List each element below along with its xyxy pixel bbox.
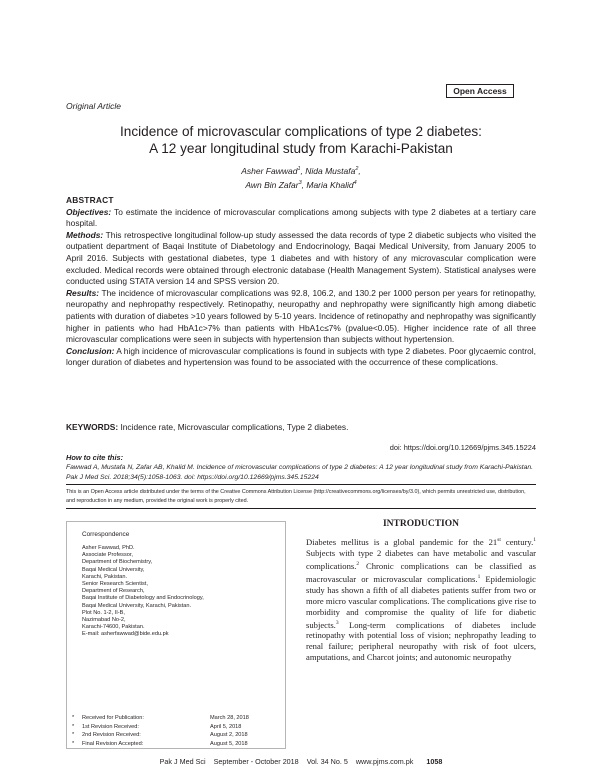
author-affiliation-mark: 2 — [355, 166, 359, 172]
license-text: This is an Open Access article distributed under the terms of the Creative Commons Attribution License (http://creativecommons.org/licenses/by/3.0), which permits unrestricted use, distribution, and reproduction in any medium, provided the original work is properly cited. — [66, 489, 526, 504]
citation-heading: How to cite this: — [66, 453, 124, 462]
correspondence-line: Senior Research Scientist, — [82, 581, 148, 588]
bullet-icon: * — [72, 732, 75, 738]
abstract-heading: ABSTRACT — [66, 195, 114, 205]
author-affiliation-mark: 4 — [353, 179, 357, 186]
page-number: 1058 — [426, 757, 443, 766]
correspondence-line: Karachi, Pakistan. — [82, 573, 128, 580]
date-value: August 5, 2018 — [210, 740, 248, 747]
correspondence-line: Associate Professor, — [82, 552, 133, 559]
correspondence-address — [82, 545, 282, 639]
author-name: Awn Bin Zafar — [245, 179, 299, 190]
footer-issue: September - October 2018 — [213, 757, 299, 766]
open-access-badge: Open Access — [446, 84, 514, 98]
date-label: 1st Revision Received: — [82, 723, 139, 730]
correspondence-line: Department of Biochemistry, — [82, 559, 153, 566]
correspondence-line: Baqai Medical University, Karachi, Pakistan. — [82, 602, 192, 609]
doi-link[interactable]: doi: https://doi.org/10.12669/pjms.345.15224 — [389, 443, 536, 452]
article-type: Original Article — [66, 101, 121, 111]
keywords: KEYWORDS: Incidence rate, Microvascular complications, Type 2 diabetes. — [66, 422, 349, 432]
correspondence-line: Karachi-74600, Pakistan. — [82, 624, 145, 631]
article-title — [66, 123, 536, 157]
date-row — [72, 740, 282, 749]
correspondence-line: Plot No. 1-2, II-B, — [82, 609, 125, 616]
abstract-results: Results: The incidence of microvascular complications was 92.8, 106.2, and 130.2 per 1000 person per years for retinopathy, neuropathy and nephropathy respectively. Retinopathy, neuropathy and nephropathy were significantly high among diabetic patients with duration of diabetes >10 years followed by 5-10 years. Incidence of retinopathy and nephropathy was significantly higher in patients who had HbA1c>7% than patients with HbA1c≤7% (pvalue<0.05). Higher incidence rate of all three microvascular complications were seen in subjects with hypertension than subjects without hypertension. — [66, 287, 536, 345]
correspondence-heading: Correspondence — [82, 531, 130, 538]
date-row — [72, 731, 282, 740]
correspondence-line: E-mail: asherfawwad@bide.edu.pk — [82, 631, 169, 638]
bullet-icon: * — [72, 740, 75, 747]
author-name: Asher Fawwad — [241, 165, 298, 176]
footer-volume: Vol. 34 No. 5 — [306, 757, 348, 766]
correspondence-line: Department of Research, — [82, 588, 145, 595]
abstract-objectives: Objectives: To estimate the incidence of microvascular complications among subjects with type 2 diabetes at a tertiary care hospital. — [66, 206, 536, 229]
title-line-2: A 12 year longitudinal study from Karachi-Pakistan — [149, 141, 453, 156]
author-affiliation-mark: 3 — [298, 179, 302, 186]
bullet-icon: * — [72, 715, 75, 721]
date-label: Final Revision Accepted: — [82, 740, 144, 747]
date-row — [72, 714, 282, 723]
divider — [66, 508, 536, 509]
footer-journal: Pak J Med Sci — [159, 757, 206, 766]
citation-text: Fawwad A, Mustafa N, Zafar AB, Khalid M. Incidence of microvascular complications of type 2 diabetes: A 12 year longitudinal study from Karachi-Pakistan. Pak J Med Sci. 2018;34(5):1058-1063. doi: https://doi.org/10.12669/pjms.345.15224 — [66, 464, 534, 481]
correspondence-line: Asher Fawwad, PhD. — [82, 545, 135, 551]
author-affiliation-mark: 1 — [297, 166, 301, 172]
date-row — [72, 723, 282, 732]
correspondence-line: Nazimabad No-2, — [82, 617, 126, 624]
correspondence-line: Baqai Institute of Diabetology and Endocrinology, — [82, 595, 204, 602]
introduction-heading: INTRODUCTION — [382, 519, 459, 529]
bullet-icon: * — [72, 723, 75, 730]
footer-website[interactable]: www.pjms.com.pk — [355, 757, 414, 766]
date-label: Received for Publication: — [82, 715, 144, 721]
abstract-methods: Methods: This retrospective longitudinal follow-up study assessed the data records of type 2 diabetic subjects who visited the outpatient department of Baqai Institute of Diabetology and Endocrinology, Baqai Medical University, from January 2005 to April 2016. Subjects with gestational diabetes, type 1 diabetes and with history of any microvascular complication were excluded. Medical records were obtained through electronic database (Health Management System). Statistical analyses were conducted using STATA version 14 and SPSS version 20. — [66, 229, 536, 287]
title-line-1: Incidence of microvascular complications of type 2 diabetes: — [120, 124, 482, 139]
divider — [66, 484, 536, 485]
introduction-text: Diabetes mellitus is a global pandemic for the 21st century.$^1$ Subjects with type 2 diabetes can have metabolic and vascular complications.$^2$ Chronic complications can be classified as macrovascular or microvascular complications.$^1$ Epidemiologic study has shown a fifth of all diabetes patients suffer from two or more micro vascular complications. The complications give rise to morbidity and compromise the quality of life for diabetic subjects.$^3$ Long-term complications of diabetes include retinopathy with potential loss of vision; nephropathy leading to renal failure; peripheral neuropathy with risk of foot ulcers, amputations, and Charcot joints; and autonomic neuropathy — [306, 536, 536, 663]
date-value: August 2, 2018 — [210, 732, 248, 738]
date-value: April 5, 2018 — [210, 723, 242, 730]
revision-dates — [72, 714, 282, 748]
correspondence-line: Baqai Medical University, — [82, 566, 145, 573]
abstract — [66, 195, 536, 369]
abstract-conclusion: Conclusion: A high incidence of microvascular complications is found in subjects with type 2 diabetes. Poor glycaemic control, longer duration of diabetes and hypertension was found to be associated with the occurrence of these complications. — [66, 345, 536, 368]
date-value: March 28, 2018 — [210, 715, 249, 721]
author-list: Asher Fawwad$^1$, Nida Mustafa$^2$, Awn Bin Zafar$^3$, Maria Khalid$^4$ — [241, 165, 361, 190]
author-name: Maria Khalid — [306, 179, 354, 190]
date-label: 2nd Revision Received: — [82, 732, 141, 738]
author-name: Nida Mustafa — [305, 165, 356, 176]
page-footer — [66, 757, 536, 766]
